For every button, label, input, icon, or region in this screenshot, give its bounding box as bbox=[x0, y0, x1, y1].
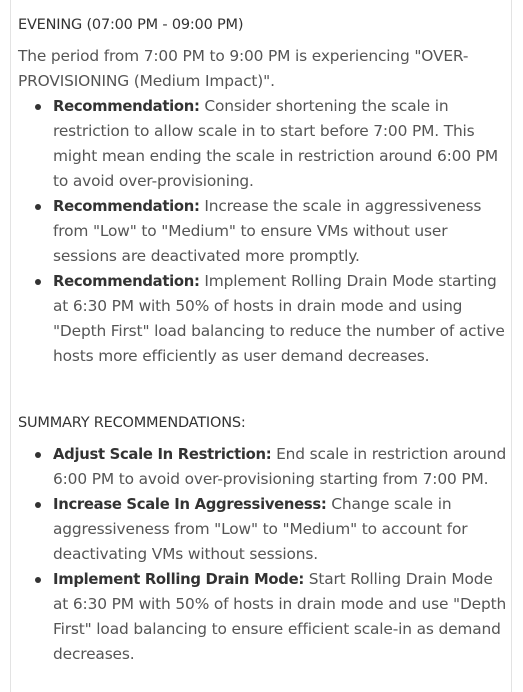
recommendation-label: Recommendation: bbox=[53, 273, 200, 290]
summary-recommendation-item bbox=[11, 567, 511, 667]
bullet-dot bbox=[35, 204, 41, 210]
bullet-dot bbox=[35, 452, 41, 458]
summary-heading: SUMMARY RECOMMENDATIONS: bbox=[18, 415, 246, 431]
evening-recommendation-item bbox=[11, 94, 511, 194]
bullet-dot bbox=[35, 577, 41, 583]
summary-recommendation-item bbox=[11, 442, 511, 492]
summary-label: Increase Scale In Aggressiveness: bbox=[53, 496, 327, 513]
evening-recommendation-item bbox=[11, 269, 511, 369]
summary-label: Implement Rolling Drain Mode: bbox=[53, 571, 304, 588]
recommendation-text: Implement Rolling Drain Mode starting at 6:30 PM with 50% of hosts in drain mode and using "Depth First" load balancing to reduce the number of active hosts more efficiently as user demand decreases. bbox=[53, 272, 505, 365]
summary-recommendation-list bbox=[11, 442, 511, 667]
evening-intro: The period from 7:00 PM to 9:00 PM is experiencing "OVER-PROVISIONING (Medium Impact)". bbox=[18, 47, 469, 90]
summary-label: Adjust Scale In Restriction: bbox=[53, 446, 272, 463]
bullet-dot bbox=[35, 104, 41, 110]
recommendation-text: Consider shortening the scale in restriction to allow scale in to start before 7:00 PM. This might mean ending the scale in restriction around 6:00 PM to avoid over-provisioning. bbox=[53, 97, 498, 190]
summary-text: End scale in restriction around 6:00 PM to avoid over-provisioning starting from 7:00 PM. bbox=[53, 445, 507, 488]
bullet-dot bbox=[35, 279, 41, 285]
recommendation-label: Recommendation: bbox=[53, 198, 200, 215]
evening-recommendation-item bbox=[11, 194, 511, 269]
summary-text: Start Rolling Drain Mode at 6:30 PM with 50% of hosts in drain mode and use "Depth First" load balancing to ensure efficient scale-in as demand decreases. bbox=[53, 570, 507, 663]
recommendations-panel bbox=[10, 0, 512, 692]
evening-heading: EVENING (07:00 PM - 09:00 PM) bbox=[18, 17, 244, 33]
recommendation-label: Recommendation: bbox=[53, 98, 200, 115]
summary-text: Change scale in aggressiveness from "Low" to "Medium" to account for deactivating VMs without sessions. bbox=[53, 495, 468, 563]
summary-recommendation-item bbox=[11, 492, 511, 567]
recommendation-text: Increase the scale in aggressiveness from "Low" to "Medium" to ensure VMs without user sessions are deactivated more promptly. bbox=[53, 197, 482, 265]
bullet-dot bbox=[35, 502, 41, 508]
evening-recommendation-list bbox=[11, 94, 511, 369]
